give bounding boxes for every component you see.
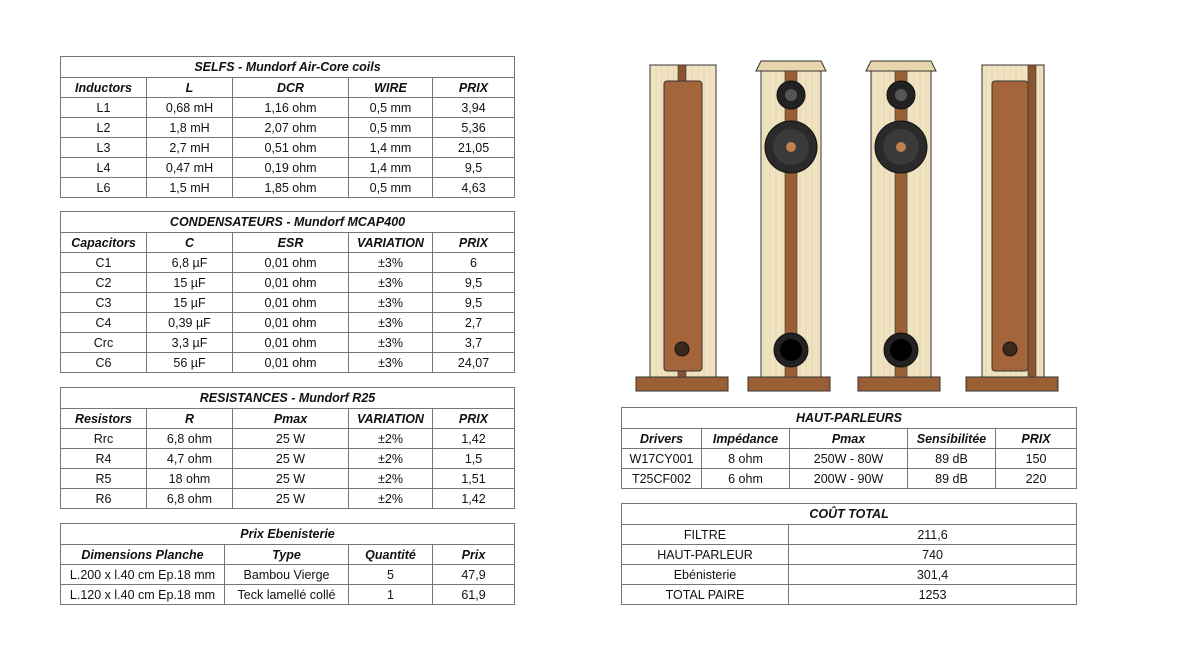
- cout_total-cell: 1253: [789, 585, 1077, 605]
- haut_parleurs-cell: 89 dB: [908, 469, 996, 489]
- condensateurs-cell: 0,39 µF: [147, 313, 233, 333]
- condensateurs-cell: 0,01 ohm: [233, 353, 349, 373]
- selfs-cell: 4,63: [433, 178, 515, 198]
- haut_parleurs-cell: W17CY001: [622, 449, 702, 469]
- haut_parleurs-header-row: [622, 429, 1077, 449]
- selfs-header-cell: DCR: [233, 78, 349, 98]
- resistances-cell: Rrc: [61, 429, 147, 449]
- resistances-cell: 18 ohm: [147, 469, 233, 489]
- haut_parleurs-cell: 150: [996, 449, 1077, 469]
- haut_parleurs-cell: 200W - 90W: [790, 469, 908, 489]
- resistances-cell: 1,42: [433, 489, 515, 509]
- ebenisterie-cell: 1: [349, 585, 433, 605]
- condensateurs-row: [61, 273, 515, 293]
- selfs-cell: 0,47 mH: [147, 158, 233, 178]
- selfs-cell: 0,19 ohm: [233, 158, 349, 178]
- speaker-front-view-right: [858, 61, 940, 391]
- selfs-cell: 1,85 ohm: [233, 178, 349, 198]
- ebenisterie-row: [61, 585, 515, 605]
- ebenisterie-header-cell: Type: [225, 545, 349, 565]
- resistances-cell: 25 W: [233, 449, 349, 469]
- resistances-header-row: [61, 409, 515, 429]
- condensateurs-row: [61, 293, 515, 313]
- haut_parleurs-row: [622, 469, 1077, 489]
- haut_parleurs-header-cell: Impédance: [702, 429, 790, 449]
- cout_total-cell: Ebénisterie: [622, 565, 789, 585]
- haut_parleurs-header-cell: PRIX: [996, 429, 1077, 449]
- condensateurs-title: CONDENSATEURS - Mundorf MCAP400: [61, 212, 515, 233]
- ebenisterie-cell: Bambou Vierge: [225, 565, 349, 585]
- selfs-row: [61, 178, 515, 198]
- selfs-cell: 9,5: [433, 158, 515, 178]
- resistances-cell: R6: [61, 489, 147, 509]
- cout_total-cell: FILTRE: [622, 525, 789, 545]
- cout_total-title-row: [622, 504, 1077, 525]
- cout_total-row: [622, 585, 1077, 605]
- selfs-cell: 1,8 mH: [147, 118, 233, 138]
- ebenisterie-title-row: [61, 524, 515, 545]
- haut_parleurs-cell: 250W - 80W: [790, 449, 908, 469]
- selfs-cell: L2: [61, 118, 147, 138]
- resistances-header-cell: Pmax: [233, 409, 349, 429]
- haut_parleurs-title: HAUT-PARLEURS: [622, 408, 1077, 429]
- condensateurs-cell: ±3%: [349, 293, 433, 313]
- selfs-cell: 2,07 ohm: [233, 118, 349, 138]
- condensateurs-cell: ±3%: [349, 333, 433, 353]
- ebenisterie-header-cell: Prix: [433, 545, 515, 565]
- selfs-cell: 0,51 ohm: [233, 138, 349, 158]
- speaker-side-view-right: [966, 65, 1058, 391]
- resistances-cell: 6,8 ohm: [147, 489, 233, 509]
- resistances-table: [60, 387, 515, 509]
- selfs-title: SELFS - Mundorf Air-Core coils: [61, 57, 515, 78]
- ebenisterie-row: [61, 565, 515, 585]
- ebenisterie-header-cell: Quantité: [349, 545, 433, 565]
- selfs-header-cell: Inductors: [61, 78, 147, 98]
- ebenisterie-header-cell: Dimensions Planche: [61, 545, 225, 565]
- condensateurs-cell: 0,01 ohm: [233, 293, 349, 313]
- condensateurs-cell: 9,5: [433, 273, 515, 293]
- condensateurs-header-cell: VARIATION: [349, 233, 433, 253]
- condensateurs-row: [61, 253, 515, 273]
- resistances-title: RESISTANCES - Mundorf R25: [61, 388, 515, 409]
- selfs-header-row: [61, 78, 515, 98]
- condensateurs-cell: 6,8 µF: [147, 253, 233, 273]
- resistances-header-cell: VARIATION: [349, 409, 433, 429]
- ebenisterie-cell: 61,9: [433, 585, 515, 605]
- speakers-illustration: [630, 55, 1070, 400]
- selfs-header-cell: PRIX: [433, 78, 515, 98]
- condensateurs-cell: Crc: [61, 333, 147, 353]
- selfs-row: [61, 138, 515, 158]
- haut_parleurs-title-row: [622, 408, 1077, 429]
- condensateurs-cell: 3,7: [433, 333, 515, 353]
- condensateurs-row: [61, 353, 515, 373]
- selfs-title-row: [61, 57, 515, 78]
- condensateurs-cell: ±3%: [349, 253, 433, 273]
- selfs-row: [61, 158, 515, 178]
- haut_parleurs-header-cell: Pmax: [790, 429, 908, 449]
- resistances-cell: 25 W: [233, 429, 349, 449]
- condensateurs-cell: ±3%: [349, 313, 433, 333]
- resistances-cell: 6,8 ohm: [147, 429, 233, 449]
- condensateurs-header-cell: C: [147, 233, 233, 253]
- ebenisterie-title: Prix Ebenisterie: [61, 524, 515, 545]
- ebenisterie-cell: 47,9: [433, 565, 515, 585]
- condensateurs-cell: C1: [61, 253, 147, 273]
- cout_total-cell: 301,4: [789, 565, 1077, 585]
- selfs-cell: L6: [61, 178, 147, 198]
- resistances-header-cell: PRIX: [433, 409, 515, 429]
- condensateurs-cell: 2,7: [433, 313, 515, 333]
- condensateurs-cell: 3,3 µF: [147, 333, 233, 353]
- cout_total-cell: 740: [789, 545, 1077, 565]
- speaker-front-view-left: [748, 61, 830, 391]
- selfs-row: [61, 98, 515, 118]
- ebenisterie-cell: L.200 x l.40 cm Ep.18 mm: [61, 565, 225, 585]
- resistances-cell: R5: [61, 469, 147, 489]
- cout_total-title: COÛT TOTAL: [622, 504, 1077, 525]
- resistances-header-cell: Resistors: [61, 409, 147, 429]
- resistances-row: [61, 489, 515, 509]
- condensateurs-header-cell: ESR: [233, 233, 349, 253]
- condensateurs-cell: C4: [61, 313, 147, 333]
- selfs-cell: 0,5 mm: [349, 118, 433, 138]
- ebenisterie-header-row: [61, 545, 515, 565]
- selfs-cell: 5,36: [433, 118, 515, 138]
- selfs-cell: L3: [61, 138, 147, 158]
- condensateurs-cell: 15 µF: [147, 273, 233, 293]
- ebenisterie-table: [60, 523, 515, 605]
- selfs-cell: L4: [61, 158, 147, 178]
- selfs-cell: 21,05: [433, 138, 515, 158]
- resistances-cell: R4: [61, 449, 147, 469]
- ebenisterie-cell: L.120 x l.40 cm Ep.18 mm: [61, 585, 225, 605]
- condensateurs-row: [61, 333, 515, 353]
- cout_total-cell: 211,6: [789, 525, 1077, 545]
- haut_parleurs-cell: 89 dB: [908, 449, 996, 469]
- selfs-header-cell: WIRE: [349, 78, 433, 98]
- cout_total-row: [622, 545, 1077, 565]
- cout_total-cell: HAUT-PARLEUR: [622, 545, 789, 565]
- selfs-cell: 1,4 mm: [349, 158, 433, 178]
- condensateurs-cell: ±3%: [349, 353, 433, 373]
- condensateurs-header-cell: Capacitors: [61, 233, 147, 253]
- resistances-row: [61, 449, 515, 469]
- condensateurs-cell: 0,01 ohm: [233, 253, 349, 273]
- condensateurs-cell: C6: [61, 353, 147, 373]
- haut_parleurs-header-cell: Drivers: [622, 429, 702, 449]
- selfs-cell: 3,94: [433, 98, 515, 118]
- ebenisterie-cell: Teck lamellé collé: [225, 585, 349, 605]
- selfs-cell: 1,4 mm: [349, 138, 433, 158]
- selfs-cell: 0,5 mm: [349, 98, 433, 118]
- cout-total-table: [621, 503, 1077, 605]
- selfs-header-cell: L: [147, 78, 233, 98]
- selfs-table: [60, 56, 515, 198]
- condensateurs-cell: C2: [61, 273, 147, 293]
- resistances-cell: 1,51: [433, 469, 515, 489]
- selfs-cell: 0,68 mH: [147, 98, 233, 118]
- resistances-header-cell: R: [147, 409, 233, 429]
- condensateurs-header-cell: PRIX: [433, 233, 515, 253]
- resistances-row: [61, 429, 515, 449]
- cout_total-cell: TOTAL PAIRE: [622, 585, 789, 605]
- selfs-cell: 1,16 ohm: [233, 98, 349, 118]
- condensateurs-row: [61, 313, 515, 333]
- haut-parleurs-table: [621, 407, 1077, 489]
- selfs-cell: 1,5 mH: [147, 178, 233, 198]
- condensateurs-cell: 6: [433, 253, 515, 273]
- cout_total-row: [622, 565, 1077, 585]
- resistances-title-row: [61, 388, 515, 409]
- haut_parleurs-row: [622, 449, 1077, 469]
- haut_parleurs-cell: 8 ohm: [702, 449, 790, 469]
- resistances-cell: 25 W: [233, 489, 349, 509]
- condensateurs-cell: 9,5: [433, 293, 515, 313]
- resistances-cell: 1,42: [433, 429, 515, 449]
- ebenisterie-cell: 5: [349, 565, 433, 585]
- cout_total-row: [622, 525, 1077, 545]
- resistances-cell: ±2%: [349, 469, 433, 489]
- resistances-cell: 25 W: [233, 469, 349, 489]
- condensateurs-cell: 56 µF: [147, 353, 233, 373]
- resistances-row: [61, 469, 515, 489]
- condensateurs-cell: 0,01 ohm: [233, 273, 349, 293]
- haut_parleurs-cell: 220: [996, 469, 1077, 489]
- haut_parleurs-header-cell: Sensibilitée: [908, 429, 996, 449]
- haut_parleurs-cell: T25CF002: [622, 469, 702, 489]
- speaker-side-view-left: [636, 65, 728, 391]
- selfs-row: [61, 118, 515, 138]
- selfs-cell: L1: [61, 98, 147, 118]
- condensateurs-title-row: [61, 212, 515, 233]
- condensateurs-cell: 24,07: [433, 353, 515, 373]
- condensateurs-cell: C3: [61, 293, 147, 313]
- selfs-cell: 0,5 mm: [349, 178, 433, 198]
- condensateurs-table: [60, 211, 515, 373]
- condensateurs-cell: 15 µF: [147, 293, 233, 313]
- resistances-cell: ±2%: [349, 429, 433, 449]
- condensateurs-header-row: [61, 233, 515, 253]
- resistances-cell: 4,7 ohm: [147, 449, 233, 469]
- resistances-cell: 1,5: [433, 449, 515, 469]
- resistances-cell: ±2%: [349, 449, 433, 469]
- condensateurs-cell: ±3%: [349, 273, 433, 293]
- haut_parleurs-cell: 6 ohm: [702, 469, 790, 489]
- condensateurs-cell: 0,01 ohm: [233, 313, 349, 333]
- resistances-cell: ±2%: [349, 489, 433, 509]
- condensateurs-cell: 0,01 ohm: [233, 333, 349, 353]
- selfs-cell: 2,7 mH: [147, 138, 233, 158]
